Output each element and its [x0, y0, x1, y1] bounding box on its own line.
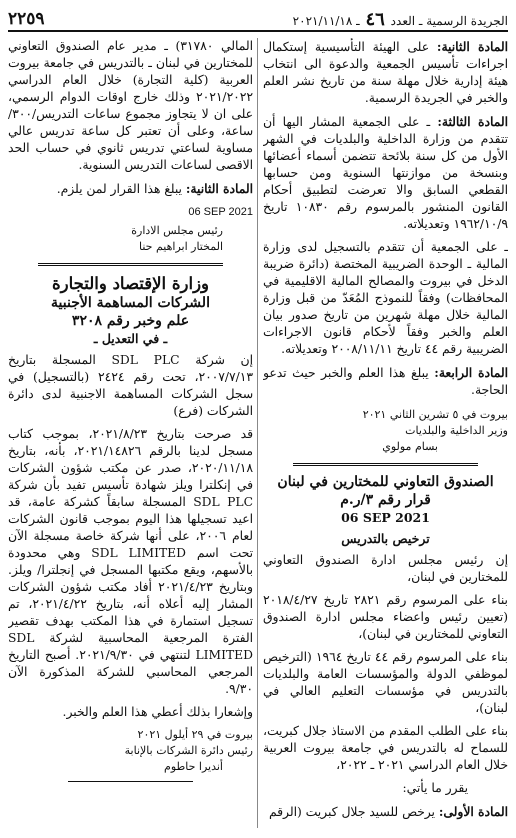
signature-name: بسام مولوي: [382, 440, 438, 453]
signature-date: بيروت في ٥ تشرين الثاني ٢٠٢١: [362, 408, 508, 421]
tax-registration-paragraph: ـ على الجمعية أن تتقدم بالتسجيل لدى وزارة المالية ـ الوحدة الضريبية المختصة (دائرة ضريبة الدخل في بيروت والمصالح المالية الاقليمية في المحافظات) وفقاً للنموذج المُعَدّ من قبل وزارة المالية خلال مهلة شهرين من تاريخ صدور بيان العلم والخبر وفقاً لأحكام قانون الاجراءات الضريبية رقم ٤٤ تاريخ ٢٠٠٨/١١/١١ وتعديلاته.: [263, 240, 508, 356]
decision-sign-name: المختار ابراهيم حنا: [139, 240, 223, 253]
section-divider: [293, 463, 478, 466]
article-label: المادة الثانية:: [185, 181, 253, 196]
decision-sign-date: 06 SEP 2021: [188, 206, 253, 218]
article-text: على الهيئة التأسيسية إستكمال اجراءات تأسيس الجمعية والدعوة الى انتخاب هيئة إدارية خلال مهلة سنة من تاريخ نشر العلم والخبر في الجريدة الرسمية.: [263, 40, 508, 105]
notice-para: وإشعارا بذلك أعطي هذا العلم والخبر.: [62, 705, 253, 719]
article-label: المادة الثانية:: [436, 39, 508, 54]
notice-para: قد صرحت بتاريخ ٢٠٢١/٨/٢٣، بموجب كتاب مسجل لدينا بالرقم ٢٠٢١/١٤٨٢٦، بأنه، بتاريخ ٢٠٢٠/١١/١٨، صدر عن مكتب شؤون الشركات في إنكلترا ويلز شهادة تأسيس تفيد بأن شركة SDL PLC المسجلة سابقاً كشركة عامة، قد اعيد تسجيلها هذا اليوم بموجب قانون الشركات لعام ٢٠٠٦، على أنها شركة خاصة مسجلة الآن تحت اسم SDL LIMITED وهي محدودة بالأسهم، ويقع مكتبها المسجل في إنجلترا/ ويلز. وبتاريخ ٢٠٢١/٤/٢٣ أفاد مكتب شؤون الشركات المشار إليه أعلاه أنه، بتاريخ ٢٠٢١/٤/٢٢، تم تسجيل استمارة في هذا المكتب بهدف تقصير الفترة المرجعية المحاسبية لشركة SDL LIMITED لتنتهي في ٢٠٢١/٩/٣٠. أصبح التاريخ المرجعي المحاسبي للشركة المذكورة الآن ٩/٣٠.: [8, 427, 253, 696]
article-label: المادة الرابعة:: [434, 365, 508, 380]
notice-sign-name: أنديرا حاطوم: [164, 760, 223, 773]
article-label: المادة الأولى:: [438, 804, 508, 819]
column-divider: [257, 38, 258, 828]
decision-para: يقرر ما يأتي:: [402, 781, 468, 795]
decision-para: بناء على المرسوم رقم ٤٤ تاريخ ١٩٦٤ (الترخيص لموظفي الدولة والمؤسسات العامة والبلديات بالتدريس في مؤسسات التعليم العالي في لبنان)،: [263, 650, 508, 715]
notice-subject: ـ في التعديل ـ: [93, 331, 168, 346]
page-header: [8, 8, 508, 32]
notice-para: إن شركة SDL PLC المسجلة بتاريخ ٢٠٠٧/٧/١٣، تحت رقم ٢٤٢٤ (بالتسجيل) في سجل الشركات المساهمة الاجنبية لدى دائرة الشركات (فرع): [8, 353, 253, 418]
issue-number: ٤٦: [365, 8, 385, 30]
decision-para: إن رئيس مجلس ادارة الصندوق التعاوني للمختارين في لبنان،: [263, 553, 508, 584]
decision-continuation: المالي ٣١٧٨٠) ـ مدير عام الصندوق التعاوني للمختارين في لبنان ـ بالتدريس في جامعة بيروت العربية (كلية التجارة) خلال العام الدراسي ٢٠٢١/٢٠٢٢ وذلك خارج اوقات الدوام الرسمي، على ان لا يتجاوز مجموع ساعات التدريس/٣٠٠/ ساعة، وعلى أن تعتبر كل ساعة تدريس عالي مساوية لساعتي تدريس ثانوي في حساب الحد الاقصى لساعات التدريس السنوية.: [8, 39, 253, 172]
page-number: ٢٢٥٩: [8, 9, 45, 29]
decision-article-2: [8, 180, 253, 198]
header-title: [293, 9, 508, 30]
section-divider: [38, 263, 223, 266]
decision-para: بناء على الطلب المقدم من الاستاذ جلال كبريت، للسماح له بالتدريس في جامعة بيروت العربية خلال العام الدراسي ٢٠٢١ ـ ٢٠٢٢،: [263, 724, 508, 772]
notice-number: علم وخبر رقم ٣٢٠٨: [71, 313, 190, 329]
section-title: الشركات المساهمة الأجنبية: [51, 295, 210, 311]
decision-article-1: [263, 803, 508, 821]
ministry-title: وزارة الإقتصاد والتجارة: [51, 274, 210, 293]
signature-title: وزير الداخلية والبلديات: [405, 424, 508, 437]
fund-title: الصندوق التعاوني للمختارين في لبنان: [277, 474, 494, 490]
article-4: [263, 364, 508, 399]
article-text: ـ على الجمعية المشار اليها أن تتقدم من وزارة الداخلية والبلديات في الشهر الأول من كل سنة بلائحة تتضمن أسماء أعضائها وبنسخة من موازنتها السنوية ومن حسابها القطعي السابق والا تعرضت لتطبيق أحكام القانون المنشور بالمرسوم رقم ١٠٨٣٠ تاريخ ١٩٦٢/١٠/٩ وتعديلاته.: [263, 115, 508, 231]
article-text: يرخص للسيد جلال كبريت (الرقم: [268, 805, 439, 819]
decision-number: قرار رقم ٣/ر.م: [340, 492, 431, 508]
right-column: [263, 38, 508, 830]
article-text: يبلغ هذا القرار لمن يلزم.: [56, 182, 186, 196]
article-3: [263, 113, 508, 233]
decision-subject: ترخيص بالتدريس: [341, 531, 430, 546]
article-2: [263, 38, 508, 107]
article-text: يبلغ هذا العلم والخبر حيث تدعو الحاجة.: [263, 366, 508, 397]
article-label: المادة الثالثة:: [437, 114, 508, 129]
decision-date: 06 SEP 2021: [341, 510, 430, 525]
notice-sign-title: رئيس دائرة الشركات بالإنابة: [124, 744, 253, 757]
notice-sign-date: بيروت في ٢٩ أيلول ٢٠٢١: [137, 728, 253, 741]
issue-date: ـ ٢٠٢١/١١/١٨: [292, 13, 360, 28]
gazette-title: الجريدة الرسمية ـ العدد: [390, 13, 508, 28]
section-divider: [68, 781, 193, 782]
left-column: [8, 38, 253, 830]
decision-para: بناء على المرسوم رقم ٢٨٢١ تاريخ ٢٠١٨/٤/٢٧ (تعيين رئيس واعضاء مجلس ادارة الصندوق التعاوني للمختارين في لبنان)،: [263, 593, 508, 641]
decision-sign-title: رئيس مجلس الادارة: [131, 224, 223, 237]
